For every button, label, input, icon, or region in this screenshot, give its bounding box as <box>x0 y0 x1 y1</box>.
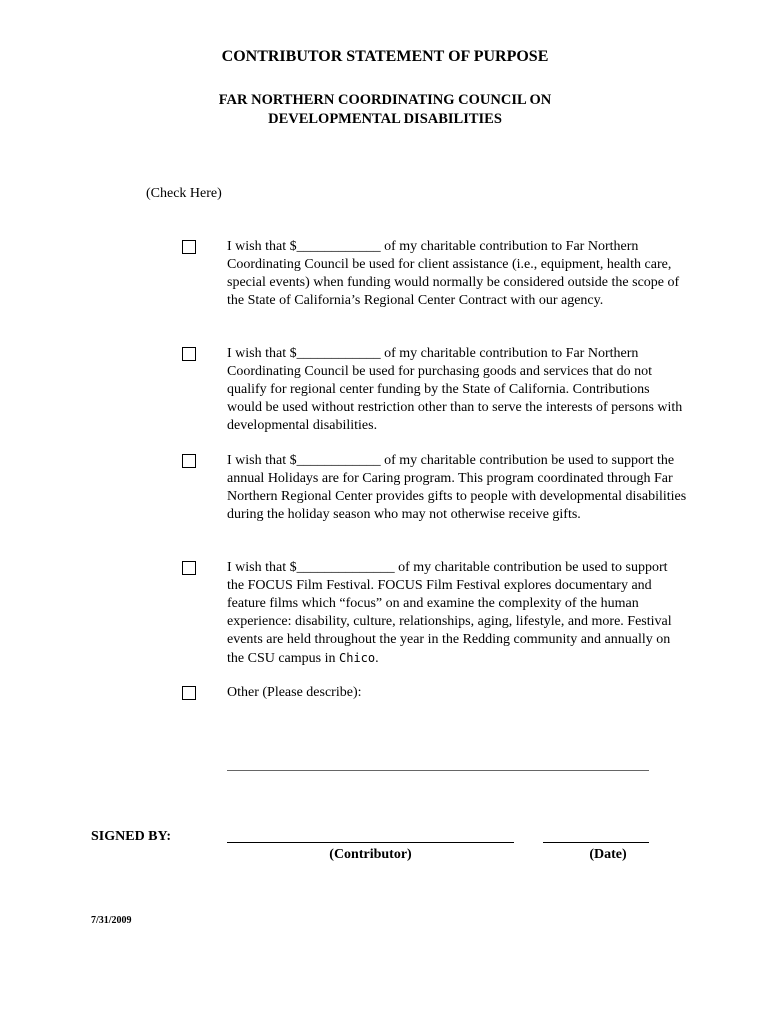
other-description-line[interactable] <box>227 770 649 771</box>
focus-film-festival-city: Chico <box>339 651 376 665</box>
client-assistance-checkbox[interactable] <box>182 240 196 254</box>
signed-by-label: SIGNED BY: <box>91 829 172 844</box>
focus-film-festival-text-main: I wish that $______________ of my charitable contribution be used to support the FOCUS Film Festival. FOCUS Film Festival explores documentary and feature films which “focus” on and examine the complexity of the human experience: disability, culture, relationships, aging, lifestyle, and more. Festival events are held throughout the year in the Redding community and annually on the CSU campus in <box>227 560 672 666</box>
revision-date: 7/31/2009 <box>91 915 132 926</box>
goods-services-checkbox[interactable] <box>182 347 196 361</box>
contributor-signature-line[interactable] <box>227 842 514 843</box>
contributor-label: (Contributor) <box>329 847 412 862</box>
organization-name-line-2: DEVELOPMENTAL DISABILITIES <box>268 111 502 127</box>
focus-film-festival-text-end: . <box>375 651 379 666</box>
focus-film-festival-option-text <box>227 559 687 668</box>
other-checkbox[interactable] <box>182 686 196 700</box>
date-label: (Date) <box>589 847 627 862</box>
client-assistance-option-text: I wish that $____________ of my charitable contribution to Far Northern Coordinating Council be used for client assistance (i.e., equipment, health care, special events) when funding would normally be considered outside the scope of the State of California’s Regional Center Contract with our agency. <box>227 239 680 308</box>
organization-name <box>0 91 770 129</box>
focus-film-festival-checkbox[interactable] <box>182 561 196 575</box>
organization-name-line-1: FAR NORTHERN COORDINATING COUNCIL ON <box>218 92 552 108</box>
other-option-text: Other (Please describe): <box>227 685 362 700</box>
date-signature-line[interactable] <box>543 842 649 843</box>
holidays-caring-checkbox[interactable] <box>182 454 196 468</box>
page-title: CONTRIBUTOR STATEMENT OF PURPOSE <box>221 48 549 65</box>
check-here-instruction: (Check Here) <box>146 186 222 201</box>
holidays-caring-option-text: I wish that $____________ of my charitable contribution be used to support the annual Holidays are for Caring program. This program coordinated through Far Northern Regional Center provides gifts to people with developmental disabilities during the holiday season who may not otherwise receive gifts. <box>227 453 687 522</box>
goods-services-option-text: I wish that $____________ of my charitable contribution to Far Northern Coordinating Council be used for purchasing goods and services that do not qualify for regional center funding by the State of California. Contributions would be used without restriction other than to serve the interests of persons with developmental disabilities. <box>227 346 683 433</box>
